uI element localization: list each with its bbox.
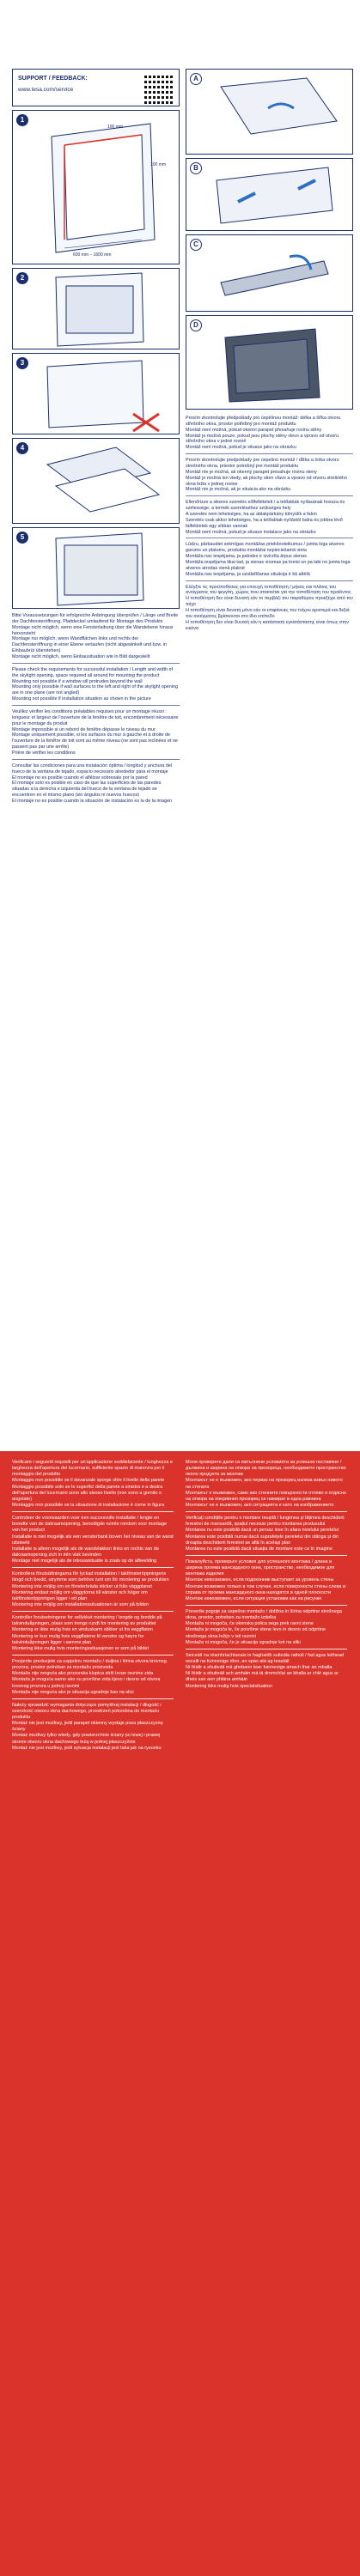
figure-c-illustration [186, 235, 354, 313]
text-ru-2: Монтаж невозможен, если подоконник выступает за уровень стены [186, 1577, 334, 1583]
text-fr-3: Montage uniquement possible, si les surfaces du mur à gauche et à droite de l'ouverture de la fenêtre de toit sont au même niveau (ne sont pas inclinées et ne passent pas par une arrête) [12, 732, 178, 750]
measure-bottom-label: 600 mm – 1600 mm [73, 252, 112, 258]
figure-a-label: A [190, 73, 202, 85]
text-es-3: El montaje solo es posible en caso de que las superficies de las paredes situadas a la derecha e izquierda del hueco de la ventana de tejado se encuentren en el mismo plano (sin ángulos ni nuevos huecos) [12, 781, 162, 799]
figure-step-2 [12, 268, 180, 349]
text-it-2: Montaggio non possibile se il davanzale sporge oltre il livello della parete [12, 1478, 165, 1484]
text-fr-2: Montage impossible si un rebord de fenêtre dépasse le niveau du mur [12, 726, 156, 732]
figure-step-5 [12, 527, 180, 609]
step-3-badge: 3 [16, 357, 28, 369]
text-bg-4: Монтажът не е възможен, ако ситуацията е като на изображението [186, 1502, 334, 1508]
divider [186, 1511, 347, 1512]
divider [12, 1511, 174, 1512]
divider [12, 1567, 174, 1568]
divider [12, 1698, 174, 1699]
text-pl-2: Montaż nie jest możliwy, jeśli parapet okienny wystaje poza płaszczyznę ściany [12, 1721, 163, 1733]
red-text-left [12, 1460, 174, 1752]
text-es-4: El montaje no es posible cuando la situación de instalación es la de la imagen [12, 799, 173, 805]
text-ro-2: Montarea nu este posibilă dacă un pervaz iese în afara nivelului peretelui [186, 1528, 339, 1534]
text-hr-2: Montaža nije moguća ako prozorska klupica strši izvan ravnine zida [12, 1671, 154, 1677]
text-ru-3: Монтаж возможен только в том случае, если поверхности стены слева и справа от проема мансардного окна находятся в одной плоскости [186, 1583, 346, 1595]
text-bg-3: Монтажът е възможен, само ако стенните повърхности отляво и отдясно на отвора на покривния прозорец се намират в една равнина [186, 1490, 346, 1502]
text-en-4: Mounting not possible if installation situation as shown in the picture [12, 696, 151, 702]
text-cs-4: Montáž není možná, pokud je situace jako na obrázku [186, 445, 296, 451]
divider [186, 1605, 347, 1606]
text-pl-4: Montaż nie jest możliwy, jeśli sytuacja instalacji jest taka jak na rysunku [12, 1745, 162, 1751]
text-lv-3: Montāža iespējama tikai tad, ja sienas virsmas pa kreisi un pa labi no jumta loga atveres atrodas vienā plaknē [186, 560, 351, 571]
figure-d-illustration [186, 316, 354, 410]
text-sv-4: Montering inte möjlig om installationssituationen är som på bilden [12, 1601, 149, 1607]
text-nl-4: Montage niet mogelijk als de inbouwsituatie is zoals op de afbeelding [12, 1558, 157, 1564]
figure-c [186, 234, 353, 312]
text-nl-1: Controleer de voorwaarden voor een succesvolle installatie / lengte en breedte van de dakraamopening, benodigde ruimte rondom voor montage van het product [12, 1516, 168, 1534]
support-url[interactable]: www.tesa.com/service [18, 87, 74, 93]
text-el-4: Η τοποθέτηση δεν είναι δυνατή εάν η κατάσταση εγκατάστασης είναι όπως στην εικόνα [186, 619, 349, 631]
text-es-2: El montaje no es posible cuando el alféizar sobresale por la pared [12, 775, 148, 781]
support-box [12, 69, 180, 106]
text-el-1: Ελέγξτε τις προϋποθέσεις για επιτυχή τοποθέτηση / μήκος και πλάτος του ανοίγματος του φεγγίτη, χώρος που απαιτείται για την τοποθέτηση του προϊόντος [186, 584, 351, 596]
step-1-badge: 1 [16, 114, 28, 126]
text-sk-1: Prosím skontrolujte predpoklady pre úspešnú montáž / dĺžka a šírka otvoru strešného okna, priestor potrebný pre montáž produktu [186, 458, 339, 470]
text-sk-4: Montáž nie je možná, ak je situácia ako na obrázku [186, 487, 291, 493]
text-ga-4: Montering ikke mulig hvis specialsituation [186, 1683, 272, 1689]
text-hu-3: Szerelés csak akkor lehetséges, ha a tetőablak-nyílástól balra és jobbra lévő falfelületek egy síkban vannak [186, 517, 343, 529]
divider [12, 1611, 174, 1612]
text-sk-2: Montáž nie je možná, ak okenný parapet presahuje rovinu steny [186, 469, 317, 475]
text-bg-2: Монтажът не е възможен, ако перваз на прозорец излиза извън нивото на стената [186, 1478, 343, 1490]
text-it-3: Montaggio possibile solo se le superfici della parete a sinistra e a destra dell'apertura del lucernario sono allo stesso livello (non sono a gomito o angolate) [12, 1484, 163, 1502]
text-fr-1: Veuillez vérifier les conditions préalables requises pour un montage réussi : longueur et largeur de l'ouverture de la fenêtre de toit, encombrement nécessaire pour le montage du produit [12, 709, 179, 726]
text-pl-1: Należy sprawdzić wymagania dotyczące pomyślnej instalacji / długość i szerokość otworu okna dachowego, przestrzeń potrzebna do montażu produktu [12, 1702, 162, 1721]
text-ru-1: Пожалуйста, проверьте условия для успешного монтажа / длина и ширина проема мансардного окна, пространство, необходимое для монтажа изделия [186, 1558, 335, 1577]
text-ro-1: Verificați condițiile pentru o montare reușită / lungimea și lățimea deschiderii ferestrei de mansardă, spațiul necesar pentru montarea produsului [186, 1516, 345, 1528]
text-hr-4: Montaža nije moguća ako je situacija ugradnje kao na slici [12, 1689, 134, 1695]
divider [12, 1655, 174, 1656]
text-nl-3: Installatie is alleen mogelijk als de wandvlakken links en rechts van de dakraamopening zich in één vlak bevinden [12, 1546, 159, 1558]
figure-step-1 [12, 110, 180, 264]
figure-b-illustration [186, 159, 354, 232]
figure-a [186, 69, 353, 155]
text-de-2: Montage nicht möglich, wenn eine Fensterlaibung über die Wandebene hinaus hervorsteht [12, 624, 174, 636]
text-sv-1: Kontrollera förutsättningarna för lyckad installation / takfönsteröppningens längd och bredd, utrymme som behövs runt om för montering av produkten [12, 1571, 169, 1583]
support-title: SUPPORT / FEEDBACK: [18, 76, 88, 82]
text-no-4: Montering ikke mulig hvis monteringssituasjonen er som på bildet [12, 1645, 149, 1651]
text-en-2: Mounting not possible if a window sill protrudes beyond the wall [12, 678, 143, 684]
text-sl-2: Montaža ni mogoča, če okenska polica sega prek ravni stene [186, 1621, 314, 1627]
text-es-1: Consultar las condiciones para una instalación óptima / longitud y anchura del hueco de la ventana de tejado, espacio necesario alrededor para el montaje [12, 762, 173, 775]
window-view-illustration [13, 269, 180, 350]
step-2-badge: 2 [16, 272, 28, 284]
divider [12, 759, 180, 760]
adhesive-strip-illustration [13, 439, 180, 525]
text-it-4: Montaggio non possibile se la situazione di installazione è come in figura [12, 1502, 165, 1508]
qr-code-icon [143, 73, 174, 104]
text-fr-4: Prière de vérifier les conditions [12, 750, 76, 756]
text-lv-1: Lūdzu, pārbaudiet sekmīgas montāžas priekšnoteikumus / jumta loga atveres garums un platums, produkta montāžai nepieciešamā vieta [186, 542, 345, 554]
divider [186, 580, 353, 581]
text-it-1: Verificare i seguenti requisiti per un'applicazione soddisfacente / lunghezza e larghezza dell'apertura del lucernario, sufficiente spazio di manovra per il montaggio del prodotto [12, 1460, 173, 1478]
step-5-badge: 5 [16, 532, 28, 544]
left-text-upper [12, 613, 180, 805]
text-sv-3: Montering endast möjlig om väggytorna till vänster och höger om takfönsteröppningen ligger i ett plan [12, 1589, 148, 1601]
text-en-3: Mounting only possible if wall surfaces to the left and right of the skylight opening are in one plane (are not angled) [12, 684, 178, 696]
text-nl-2: Installatie is niet mogelijk als een vensterbank boven het niveau van de wand uitsteekt [12, 1534, 174, 1546]
text-de-4: Montage nicht möglich, wenn Einbausituation wie in Bild dargestellt [12, 654, 150, 660]
text-cs-3: Montáž je možná pouze, pokud jsou plochy stěny vlevo a vpravo od otvoru střešního okna v jedné rovině [186, 433, 339, 445]
text-hu-1: Ellenőrizze a sikeres szerelés előfeltételeit / a tetőablak nyílásának hossza és szélessége, a termék szereléséhez szükséges hely [186, 500, 345, 512]
text-el-2: Η τοποθέτηση δεν είναι δυνατή εάν το περβάζι του παραθύρου προεξέχει από τον τοίχο [186, 596, 353, 608]
text-cs-1: Prosím zkontrolujte předpoklady pro úspěšnou montáž: délka a šířka otvoru střešního okna, prostor potřebný pro montáž produktu [186, 416, 341, 427]
red-text-right [186, 1460, 347, 1690]
text-de-1: Bitte Voraussetzungen für erfolgreiche Anbringung überprüfen / Länge und Breite der Dachfensteröffnung, Plattdeckel umlaufend für Montage des Produkts [12, 613, 179, 624]
measure-side-label: 100 mm [150, 162, 167, 167]
text-no-1: Kontroller forutsetningene for vellykket montering / lengde og bredde på takvinduåpningen, plass som trengs rundt for montering av produktet [12, 1615, 162, 1627]
step-4-badge: 4 [16, 442, 28, 454]
text-sv-2: Montering inte möjlig om en fönsterbräda sticker ut från väggplanet [12, 1583, 152, 1589]
text-sl-1: Preverite pogoje za uspešno montažo / dolžina in širina odprtine strešnega okna, prostor, potreben za montažo izdelka [186, 1608, 342, 1621]
fitted-blind-illustration [13, 528, 180, 610]
text-el-3: Η τοποθέτηση είναι δυνατή μόνο εάν οι επιφάνειες του τοίχου αριστερά και δεξιά του ανοίγματος βρίσκονται στο ίδιο επίπεδο [186, 608, 350, 619]
figure-b [186, 158, 353, 231]
text-sl-3: Montaža je mogoča le, če površine stene levo in desno od odprtine strešnega okna ležijo v isti ravnini [186, 1627, 326, 1639]
divider [12, 663, 180, 664]
text-no-3: Montering er kun mulig hvis veggflatene til venstre og høyre for takvinduåpningen ligger i samme plan [12, 1633, 144, 1645]
figure-d-label: D [190, 319, 202, 331]
divider [186, 453, 353, 454]
text-cs-2: Montáž není možná, pokud okenní parapet přesahuje rovinu stěny [186, 427, 322, 433]
divider [186, 1555, 347, 1556]
text-en-1: Please check the requirements for successful installation / Length and width of the skylight opening, space required all around for mounting the product [12, 666, 173, 678]
figure-a-illustration [186, 70, 354, 155]
text-de-3: Montage nur möglich, wenn Wandflächen links und rechts der Dachfensteröffnung in einer Ebene verlaufen (nicht abgewinkelt und bzw. in Einbaubrüt überstehen) [12, 636, 168, 654]
text-ga-1: Seiceáil na réamhriachtanais le haghaidh suiteála rathúil / fad agus leithead oscailt na fuinneoige díon, an spás atá ag teastáil [186, 1652, 345, 1664]
figure-b-label: B [190, 162, 202, 174]
text-ro-3: Montarea este posibilă numai dacă suprafețele peretelui din stânga și din dreapta deschiderii ferestrei se află în același plan [186, 1534, 339, 1546]
right-text-upper [186, 416, 353, 632]
window-measure-illustration [13, 111, 180, 265]
text-lv-4: Montāža nav iespējama, ja uzstādīšanas situācija ir kā attēlā [186, 571, 310, 577]
text-lv-2: Montāža nav iespējama, ja palodze ir izvirzīta ārpus sienas [186, 554, 307, 560]
measure-width-label: 100 mm [107, 125, 124, 130]
text-pl-3: Montaż możliwy tylko wtedy, gdy powierzchnie ściany po lewej i prawej stronie otworu okna dachowego leżą w jednej płaszczyźnie [12, 1733, 161, 1745]
text-hu-4: Montáž není možná, pokud je situace instalace jako na obrázku [186, 529, 316, 535]
text-no-2: Montering er ikke mulig hvis en vinduskarm stikker ut fra veggflaten [12, 1627, 153, 1633]
text-sk-3: Montáž je možná len vtedy, ak plochy stien vľavo a vpravo od otvoru strešného okna ležia v jednej rovine [186, 475, 348, 487]
figure-step-4 [12, 438, 180, 524]
figure-c-label: C [190, 239, 202, 251]
divider [12, 705, 180, 706]
figure-step-3 [12, 353, 180, 434]
text-ga-2: Ní féidir a shuiteáil má ghobann leac fuinneoige amach thar an mballa [186, 1665, 333, 1671]
divider [186, 495, 353, 496]
text-bg-1: Моля проверете дали са изпълнени условията за успешно поставяне / дължина и ширина на отвора на прозореца, необходимото пространство около продукта за монтаж [186, 1460, 346, 1478]
text-hr-1: Provjerite preduvjete za uspješnu montažu / duljina i širina otvora krovnog prozora, prostor potreban za montažu proizvoda [12, 1658, 167, 1671]
text-ro-4: Montarea nu este posibilă dacă situația de montare este ca în imagine [186, 1546, 333, 1552]
text-ru-4: Монтаж невозможен, если ситуация установки как на рисунке [186, 1595, 322, 1601]
text-ga-3: Ní féidir a shuiteáil ach amháin má tá dromchlaí an bhalla ar chlé agus ar dheis san aon phlána amháin [186, 1671, 339, 1683]
text-hr-3: Montaža je moguća samo ako su površine zida lijevo i desno od otvora krovnog prozora u jednoj ravnini [12, 1677, 161, 1689]
text-sl-4: Montaža ni mogoča, če je situacija vgradnje kot na sliki [186, 1639, 301, 1645]
figure-d [186, 315, 353, 410]
text-hu-2: A szerelés nem lehetséges, ha az ablakpárkány túlnyúlik a falon [186, 512, 317, 518]
wrong-placement-illustration [13, 354, 180, 435]
